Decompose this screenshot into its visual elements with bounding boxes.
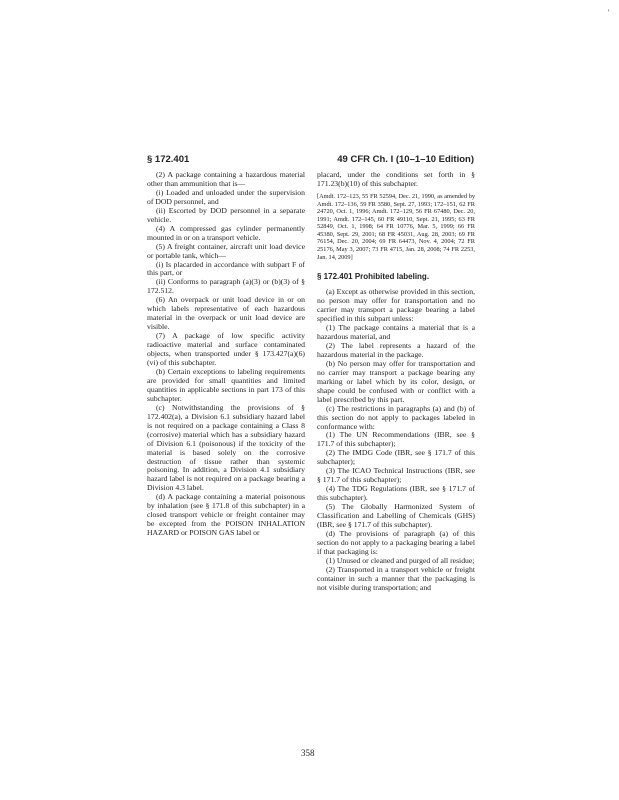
paragraph: (i) Is placarded in accordance with subpart F of this part, or bbox=[147, 259, 305, 278]
paragraph: (c) The restrictions in paragraphs (a) and (b) of this section do not apply to packages labeled in conformance with: bbox=[317, 403, 475, 431]
paragraph: (1) The UN Recommendations (IBR, see § 171.7 of this subchapter); bbox=[317, 430, 475, 449]
left-column bbox=[147, 171, 305, 538]
paragraph: (5) A freight container, aircraft unit load device or portable tank, which— bbox=[147, 241, 305, 260]
continuation-text: placard, under the conditions set forth in § 171.23(b)(10) of this subchapter. bbox=[317, 170, 475, 188]
running-header bbox=[147, 154, 474, 168]
paragraph: (5) The Globally Harmonized System of Classification and Labelling of Chemicals (GHS) (IBR, see § 171.7 of this subchapter). bbox=[317, 502, 475, 529]
paragraph: (6) An overpack or unit load device in or on which labels representative of each hazardous material in the overpack or unit load device are visible. bbox=[147, 295, 305, 332]
corner-mark: ' bbox=[608, 8, 610, 17]
paragraph: (4) A compressed gas cylinder permanently mounted in or on a transport vehicle. bbox=[147, 223, 305, 242]
paragraph: (2) A package containing a hazardous material other than ammunition that is— bbox=[147, 170, 305, 188]
paragraph: (7) A package of low specific activity radioactive material and surface contaminated objects, when transported under § 173.427(a)(6)(vi) of this subchapter. bbox=[147, 331, 305, 368]
paragraph: (d) A package containing a material poisonous by inhalation (see § 171.8 of this subchapter) in a closed transport vehicle or freight container may be excepted from the POISON INHALATION HAZARD or POISON GAS label or bbox=[147, 492, 305, 538]
paragraph: (c) Notwithstanding the provisions of § 172.402(a), a Division 6.1 subsidiary hazard label is not required on a package containing a Class 8 (corrosive) material which has a subsidiary hazard of Division 6.1 (poisonous) if the toxicity of the material is based solely on the corrosive destruction of tissue rather than systemic poisoning. In addition, a Division 4.1 subsidiary hazard label is not required on a package bearing a Division 4.3 label. bbox=[147, 402, 305, 493]
paragraph: (3) The ICAO Technical Instructions (IBR, see § 171.7 of this subchapter); bbox=[317, 466, 475, 485]
section-heading: § 172.401 Prohibited labeling. bbox=[317, 272, 430, 282]
section-paragraphs bbox=[317, 288, 475, 592]
page-number: 358 bbox=[301, 748, 315, 758]
paragraph: (2) Transported in a transport vehicle or freight container in such a manner that the packaging is not visible during transportation; and bbox=[317, 564, 475, 592]
paragraph: (a) Except as otherwise provided in this section, no person may offer for transportation and no carrier may transport a package bearing a label specified in this subpart unless: bbox=[317, 287, 475, 324]
paragraph: (4) The TDG Regulations (IBR, see § 171.7 of this subchapter). bbox=[317, 484, 475, 503]
paragraph: (2) The IMDG Code (IBR, see § 171.7 of this subchapter); bbox=[317, 448, 475, 467]
section-id: § 172.401 bbox=[147, 154, 190, 165]
amendment-history: [Amdt. 172–123, 55 FR 52594, Dec. 21, 1990, as amended by Amdt. 172–136, 59 FR 3580, Sept. 27, 1993; 172–151, 62 FR 24720, Oct. 1, 1996; Amdt. 172–129, 56 FR 67480, Dec. 20, 1991; Amdt. 172–145, 60 FR 49110, Sept. 21, 1995; 63 FR 52849, Oct. 1, 1998; 64 FR 10776, Mar. 5, 1999; 66 FR 45380, Sept. 29, 2001; 68 FR 45031, Aug. 28, 2003; 69 FR 76154, Dec. 20, 2004; 69 FR 64473, Nov. 4, 2004; 72 FR 25176, May 3, 2007; 73 FR 4715, Jan. 28, 2008; 74 FR 2253, Jan. 14, 2009] bbox=[317, 192, 475, 261]
paragraph: (2) The label represents a hazard of the hazardous material in the package. bbox=[317, 340, 475, 359]
paragraph: (1) The package contains a material that is a hazardous material, and bbox=[317, 323, 475, 341]
cfr-reference: 49 CFR Ch. I (10–1–10 Edition) bbox=[337, 154, 474, 165]
paragraph: (i) Loaded and unloaded under the supervision of DOD personnel, and bbox=[147, 187, 305, 206]
paragraph: (b) Certain exceptions to labeling requirements are provided for small quantities and limited quantities in applicable sections in part 173 of this subchapter. bbox=[147, 366, 305, 403]
paragraph: (ii) Conforms to paragraph (a)(3) or (b)(3) of § 172.512. bbox=[147, 277, 305, 296]
right-column bbox=[317, 171, 475, 593]
paragraph: (ii) Escorted by DOD personnel in a separate vehicle. bbox=[147, 205, 305, 224]
paragraph: (d) The provisions of paragraph (a) of this section do not apply to a packaging bearing a label if that packaging is: bbox=[317, 528, 475, 556]
paragraph: (b) No person may offer for transportation and no carrier may transport a package bearing any marking or label which by its color, design, or shape could be confused with or conflict with a label prescribed by this part. bbox=[317, 358, 475, 404]
paragraph: (1) Unused or cleaned and purged of all residue; bbox=[326, 555, 475, 565]
